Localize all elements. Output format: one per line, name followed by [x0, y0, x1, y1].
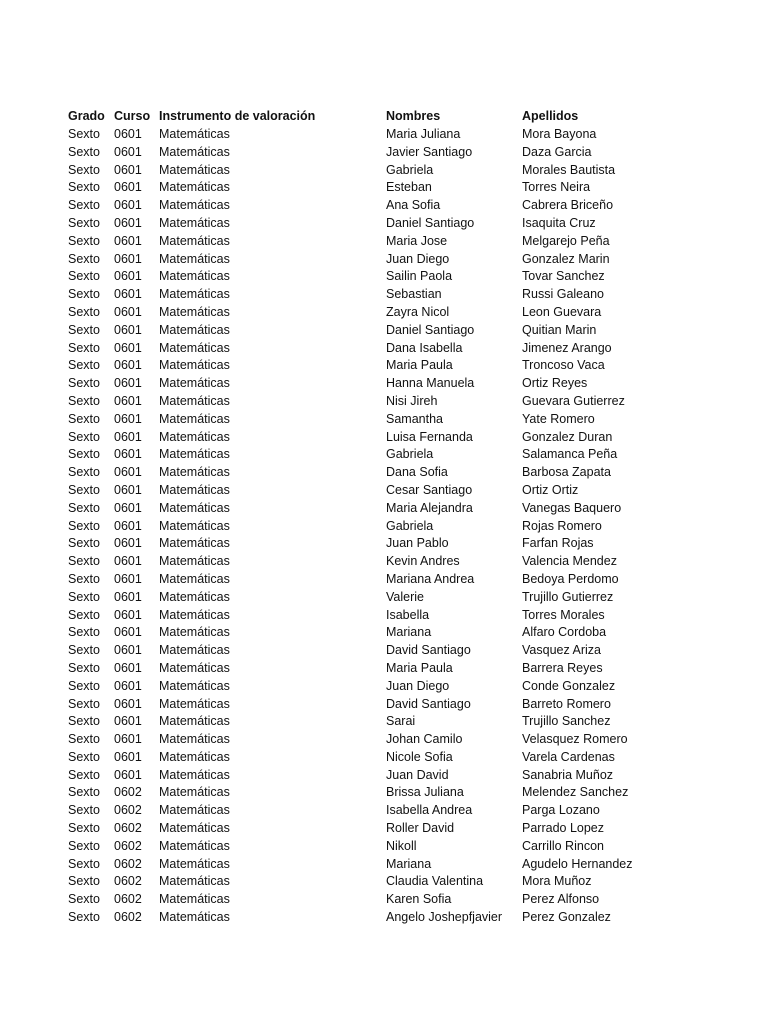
table-row [68, 304, 748, 322]
table-row [68, 589, 748, 607]
cell-apellidos: Bedoya Perdomo [522, 571, 619, 586]
cell-apellidos: Russi Galeano [522, 287, 604, 302]
cell-apellidos: Alfaro Cordoba [522, 625, 607, 640]
cell-curso: 0601 [114, 482, 142, 497]
cell-nombres: Juan Pablo [386, 536, 449, 551]
table-row [68, 749, 748, 767]
cell-instrumento: Matemáticas [159, 785, 230, 800]
cell-grado: Sexto [68, 215, 100, 230]
cell-instrumento: Matemáticas [159, 892, 230, 907]
cell-nombres: Maria Paula [386, 660, 453, 675]
cell-nombres: David Santiago [386, 643, 471, 658]
cell-curso: 0601 [114, 554, 142, 569]
cell-instrumento: Matemáticas [159, 233, 230, 248]
cell-curso: 0601 [114, 643, 142, 658]
cell-instrumento: Matemáticas [159, 500, 230, 515]
cell-instrumento: Matemáticas [159, 340, 230, 355]
table-row [68, 162, 748, 180]
table-row [68, 553, 748, 571]
header-nombres: Nombres [386, 109, 441, 123]
cell-nombres: Mariana [386, 625, 432, 640]
cell-apellidos: Tovar Sanchez [522, 269, 605, 284]
cell-grado: Sexto [68, 589, 100, 604]
cell-apellidos: Barrera Reyes [522, 660, 603, 675]
cell-nombres: Esteban [386, 180, 432, 195]
cell-instrumento: Matemáticas [159, 144, 230, 159]
cell-nombres: Daniel Santiago [386, 322, 475, 337]
cell-grado: Sexto [68, 358, 100, 373]
cell-instrumento: Matemáticas [159, 660, 230, 675]
cell-apellidos: Mora Bayona [522, 127, 597, 141]
cell-nombres: Angelo Joshepfjavier [386, 910, 503, 925]
cell-instrumento: Matemáticas [159, 376, 230, 391]
cell-grado: Sexto [68, 732, 100, 747]
cell-curso: 0601 [114, 198, 142, 213]
cell-instrumento: Matemáticas [159, 162, 230, 177]
cell-grado: Sexto [68, 643, 100, 658]
cell-instrumento: Matemáticas [159, 910, 230, 925]
cell-curso: 0601 [114, 180, 142, 195]
cell-apellidos: Melgarejo Peña [522, 233, 610, 248]
cell-instrumento: Matemáticas [159, 304, 230, 319]
table-row [68, 429, 748, 447]
table-row [68, 767, 748, 785]
cell-apellidos: Conde Gonzalez [522, 678, 616, 693]
cell-curso: 0601 [114, 340, 142, 355]
cell-apellidos: Ortiz Reyes [522, 376, 588, 391]
table-row [68, 197, 748, 215]
cell-apellidos: Carrillo Rincon [522, 838, 604, 853]
cell-grado: Sexto [68, 607, 100, 622]
cell-nombres: Luisa Fernanda [386, 429, 473, 444]
cell-grado: Sexto [68, 465, 100, 480]
cell-nombres: Claudia Valentina [386, 874, 484, 889]
cell-instrumento: Matemáticas [159, 607, 230, 622]
cell-instrumento: Matemáticas [159, 358, 230, 373]
cell-curso: 0601 [114, 660, 142, 675]
cell-grado: Sexto [68, 269, 100, 284]
cell-nombres: Juan Diego [386, 251, 450, 266]
cell-grado: Sexto [68, 554, 100, 569]
cell-grado: Sexto [68, 304, 100, 319]
cell-nombres: Isabella Andrea [386, 803, 473, 818]
cell-apellidos: Trujillo Gutierrez [522, 589, 614, 604]
cell-nombres: Javier Santiago [386, 144, 473, 159]
cell-instrumento: Matemáticas [159, 215, 230, 230]
student-table [68, 108, 748, 927]
cell-curso: 0601 [114, 162, 142, 177]
cell-apellidos: Salamanca Peña [522, 447, 618, 462]
cell-nombres: Nikoll [386, 838, 417, 853]
cell-curso: 0602 [114, 910, 142, 925]
cell-instrumento: Matemáticas [159, 643, 230, 658]
cell-grado: Sexto [68, 821, 100, 836]
cell-nombres: David Santiago [386, 696, 471, 711]
cell-apellidos: Mora Muñoz [522, 874, 592, 889]
cell-apellidos: Ortiz Ortiz [522, 482, 579, 497]
cell-apellidos: Isaquita Cruz [522, 215, 596, 230]
cell-apellidos: Perez Alfonso [522, 892, 600, 907]
cell-nombres: Dana Isabella [386, 340, 463, 355]
table-row [68, 642, 748, 660]
table-row [68, 731, 748, 749]
cell-curso: 0601 [114, 500, 142, 515]
cell-apellidos: Barbosa Zapata [522, 465, 611, 480]
cell-grado: Sexto [68, 393, 100, 408]
cell-grado: Sexto [68, 749, 100, 764]
cell-instrumento: Matemáticas [159, 856, 230, 871]
table-header [68, 108, 748, 126]
cell-instrumento: Matemáticas [159, 571, 230, 586]
cell-grado: Sexto [68, 536, 100, 551]
table-row [68, 322, 748, 340]
cell-instrumento: Matemáticas [159, 625, 230, 640]
cell-instrumento: Matemáticas [159, 767, 230, 782]
cell-apellidos: Leon Guevara [522, 304, 602, 319]
table-row [68, 624, 748, 642]
cell-apellidos: Morales Bautista [522, 162, 616, 177]
cell-nombres: Gabriela [386, 162, 434, 177]
table-row [68, 464, 748, 482]
table-row [68, 215, 748, 233]
table-row [68, 393, 748, 411]
cell-nombres: Sebastian [386, 287, 442, 302]
table-row [68, 696, 748, 714]
cell-grado: Sexto [68, 322, 100, 337]
table-row [68, 446, 748, 464]
table-row [68, 482, 748, 500]
cell-nombres: Daniel Santiago [386, 215, 475, 230]
cell-grado: Sexto [68, 803, 100, 818]
cell-apellidos: Cabrera Briceño [522, 198, 614, 213]
cell-nombres: Sailin Paola [386, 269, 453, 284]
cell-apellidos: Melendez Sanchez [522, 785, 629, 800]
cell-curso: 0602 [114, 874, 142, 889]
cell-instrumento: Matemáticas [159, 536, 230, 551]
cell-instrumento: Matemáticas [159, 838, 230, 853]
cell-curso: 0601 [114, 376, 142, 391]
cell-instrumento: Matemáticas [159, 127, 230, 141]
cell-grado: Sexto [68, 660, 100, 675]
cell-apellidos: Daza Garcia [522, 144, 592, 159]
cell-grado: Sexto [68, 198, 100, 213]
cell-apellidos: Gonzalez Duran [522, 429, 613, 444]
table-row [68, 518, 748, 536]
cell-instrumento: Matemáticas [159, 180, 230, 195]
cell-grado: Sexto [68, 162, 100, 177]
cell-nombres: Zayra Nicol [386, 304, 450, 319]
cell-apellidos: Velasquez Romero [522, 732, 628, 747]
cell-nombres: Mariana [386, 856, 432, 871]
cell-nombres: Sarai [386, 714, 416, 729]
cell-curso: 0601 [114, 269, 142, 284]
table-row [68, 891, 748, 909]
cell-grado: Sexto [68, 180, 100, 195]
table-row [68, 251, 748, 269]
table-row [68, 607, 748, 625]
cell-nombres: Isabella [386, 607, 430, 622]
cell-instrumento: Matemáticas [159, 251, 230, 266]
cell-grado: Sexto [68, 874, 100, 889]
cell-curso: 0602 [114, 838, 142, 853]
cell-apellidos: Valencia Mendez [522, 554, 617, 569]
cell-instrumento: Matemáticas [159, 678, 230, 693]
cell-instrumento: Matemáticas [159, 393, 230, 408]
cell-curso: 0601 [114, 411, 142, 426]
cell-nombres: Kevin Andres [386, 554, 460, 569]
table-row [68, 179, 748, 197]
table-row [68, 838, 748, 856]
cell-nombres: Maria Jose [386, 233, 448, 248]
cell-grado: Sexto [68, 625, 100, 640]
cell-curso: 0601 [114, 678, 142, 693]
header-apellidos: Apellidos [522, 109, 579, 123]
cell-curso: 0601 [114, 233, 142, 248]
cell-curso: 0601 [114, 127, 142, 141]
cell-instrumento: Matemáticas [159, 803, 230, 818]
cell-apellidos: Gonzalez Marin [522, 251, 610, 266]
cell-curso: 0601 [114, 358, 142, 373]
cell-apellidos: Barreto Romero [522, 696, 611, 711]
table-row [68, 660, 748, 678]
cell-nombres: Hanna Manuela [386, 376, 475, 391]
cell-grado: Sexto [68, 144, 100, 159]
cell-curso: 0602 [114, 803, 142, 818]
cell-instrumento: Matemáticas [159, 482, 230, 497]
cell-apellidos: Vasquez Ariza [522, 643, 601, 658]
cell-curso: 0602 [114, 821, 142, 836]
table-row [68, 678, 748, 696]
cell-instrumento: Matemáticas [159, 198, 230, 213]
cell-apellidos: Guevara Gutierrez [522, 393, 625, 408]
cell-instrumento: Matemáticas [159, 429, 230, 444]
cell-grado: Sexto [68, 376, 100, 391]
cell-nombres: Dana Sofia [386, 465, 448, 480]
cell-grado: Sexto [68, 678, 100, 693]
cell-curso: 0601 [114, 749, 142, 764]
cell-apellidos: Parrado Lopez [522, 821, 605, 836]
cell-nombres: Johan Camilo [386, 732, 463, 747]
table-row [68, 713, 748, 731]
cell-apellidos: Farfan Rojas [522, 536, 594, 551]
cell-grado: Sexto [68, 287, 100, 302]
cell-nombres: Maria Juliana [386, 127, 461, 141]
cell-apellidos: Torres Neira [522, 180, 591, 195]
cell-apellidos: Quitian Marin [522, 322, 597, 337]
cell-nombres: Cesar Santiago [386, 482, 473, 497]
table-row [68, 535, 748, 553]
cell-curso: 0601 [114, 447, 142, 462]
cell-curso: 0602 [114, 892, 142, 907]
table-row [68, 144, 748, 162]
cell-apellidos: Sanabria Muñoz [522, 767, 614, 782]
cell-curso: 0601 [114, 696, 142, 711]
cell-curso: 0601 [114, 714, 142, 729]
cell-nombres: Roller David [386, 821, 455, 836]
cell-nombres: Nisi Jireh [386, 393, 438, 408]
cell-nombres: Juan Diego [386, 678, 450, 693]
cell-nombres: Karen Sofia [386, 892, 452, 907]
cell-grado: Sexto [68, 251, 100, 266]
cell-instrumento: Matemáticas [159, 714, 230, 729]
cell-grado: Sexto [68, 127, 100, 141]
cell-apellidos: Trujillo Sanchez [522, 714, 611, 729]
cell-grado: Sexto [68, 233, 100, 248]
cell-curso: 0601 [114, 393, 142, 408]
cell-instrumento: Matemáticas [159, 322, 230, 337]
cell-curso: 0601 [114, 607, 142, 622]
cell-apellidos: Yate Romero [522, 411, 595, 426]
cell-grado: Sexto [68, 838, 100, 853]
header-instrumento: Instrumento de valoración [159, 109, 316, 123]
cell-grado: Sexto [68, 482, 100, 497]
cell-grado: Sexto [68, 714, 100, 729]
cell-nombres: Ana Sofia [386, 198, 441, 213]
cell-grado: Sexto [68, 856, 100, 871]
cell-curso: 0601 [114, 304, 142, 319]
table-row [68, 268, 748, 286]
cell-apellidos: Jimenez Arango [522, 340, 612, 355]
cell-grado: Sexto [68, 571, 100, 586]
cell-instrumento: Matemáticas [159, 411, 230, 426]
table-row [68, 571, 748, 589]
cell-curso: 0601 [114, 465, 142, 480]
cell-nombres: Valerie [386, 589, 424, 604]
cell-grado: Sexto [68, 910, 100, 925]
cell-apellidos: Torres Morales [522, 607, 605, 622]
cell-grado: Sexto [68, 892, 100, 907]
cell-curso: 0601 [114, 251, 142, 266]
table-row [68, 357, 748, 375]
cell-curso: 0601 [114, 518, 142, 533]
cell-nombres: Juan David [386, 767, 449, 782]
table-row [68, 340, 748, 358]
cell-curso: 0601 [114, 215, 142, 230]
cell-instrumento: Matemáticas [159, 287, 230, 302]
cell-curso: 0602 [114, 856, 142, 871]
table-row [68, 233, 748, 251]
cell-nombres: Gabriela [386, 518, 434, 533]
cell-curso: 0601 [114, 144, 142, 159]
cell-curso: 0601 [114, 287, 142, 302]
cell-curso: 0601 [114, 732, 142, 747]
cell-instrumento: Matemáticas [159, 465, 230, 480]
cell-instrumento: Matemáticas [159, 732, 230, 747]
cell-grado: Sexto [68, 411, 100, 426]
cell-apellidos: Vanegas Baquero [522, 500, 622, 515]
cell-nombres: Nicole Sofia [386, 749, 453, 764]
cell-apellidos: Troncoso Vaca [522, 358, 605, 373]
cell-nombres: Samantha [386, 411, 443, 426]
cell-nombres: Maria Alejandra [386, 500, 473, 515]
cell-curso: 0601 [114, 536, 142, 551]
table-row [68, 820, 748, 838]
table-row [68, 286, 748, 304]
table-row [68, 411, 748, 429]
table-row [68, 126, 748, 144]
cell-curso: 0601 [114, 571, 142, 586]
cell-apellidos: Varela Cardenas [522, 749, 615, 764]
cell-grado: Sexto [68, 447, 100, 462]
cell-grado: Sexto [68, 340, 100, 355]
table-row [68, 802, 748, 820]
table-row [68, 375, 748, 393]
cell-curso: 0601 [114, 625, 142, 640]
cell-grado: Sexto [68, 429, 100, 444]
table-row [68, 784, 748, 802]
cell-curso: 0602 [114, 785, 142, 800]
cell-nombres: Brissa Juliana [386, 785, 464, 800]
cell-nombres: Gabriela [386, 447, 434, 462]
cell-instrumento: Matemáticas [159, 874, 230, 889]
cell-curso: 0601 [114, 322, 142, 337]
cell-instrumento: Matemáticas [159, 749, 230, 764]
cell-instrumento: Matemáticas [159, 518, 230, 533]
table-row [68, 500, 748, 518]
cell-apellidos: Perez Gonzalez [522, 910, 611, 925]
table-row [68, 856, 748, 874]
cell-grado: Sexto [68, 500, 100, 515]
cell-nombres: Maria Paula [386, 358, 453, 373]
header-grado: Grado [68, 109, 105, 123]
cell-apellidos: Parga Lozano [522, 803, 600, 818]
cell-instrumento: Matemáticas [159, 821, 230, 836]
cell-instrumento: Matemáticas [159, 589, 230, 604]
cell-grado: Sexto [68, 767, 100, 782]
cell-curso: 0601 [114, 589, 142, 604]
table-body [68, 126, 748, 927]
cell-instrumento: Matemáticas [159, 696, 230, 711]
cell-curso: 0601 [114, 767, 142, 782]
cell-instrumento: Matemáticas [159, 447, 230, 462]
cell-apellidos: Agudelo Hernandez [522, 856, 633, 871]
cell-grado: Sexto [68, 696, 100, 711]
cell-instrumento: Matemáticas [159, 269, 230, 284]
cell-nombres: Mariana Andrea [386, 571, 475, 586]
cell-instrumento: Matemáticas [159, 554, 230, 569]
cell-grado: Sexto [68, 518, 100, 533]
cell-grado: Sexto [68, 785, 100, 800]
cell-apellidos: Rojas Romero [522, 518, 602, 533]
table-row [68, 873, 748, 891]
header-curso: Curso [114, 109, 151, 123]
table-row [68, 909, 748, 927]
cell-curso: 0601 [114, 429, 142, 444]
